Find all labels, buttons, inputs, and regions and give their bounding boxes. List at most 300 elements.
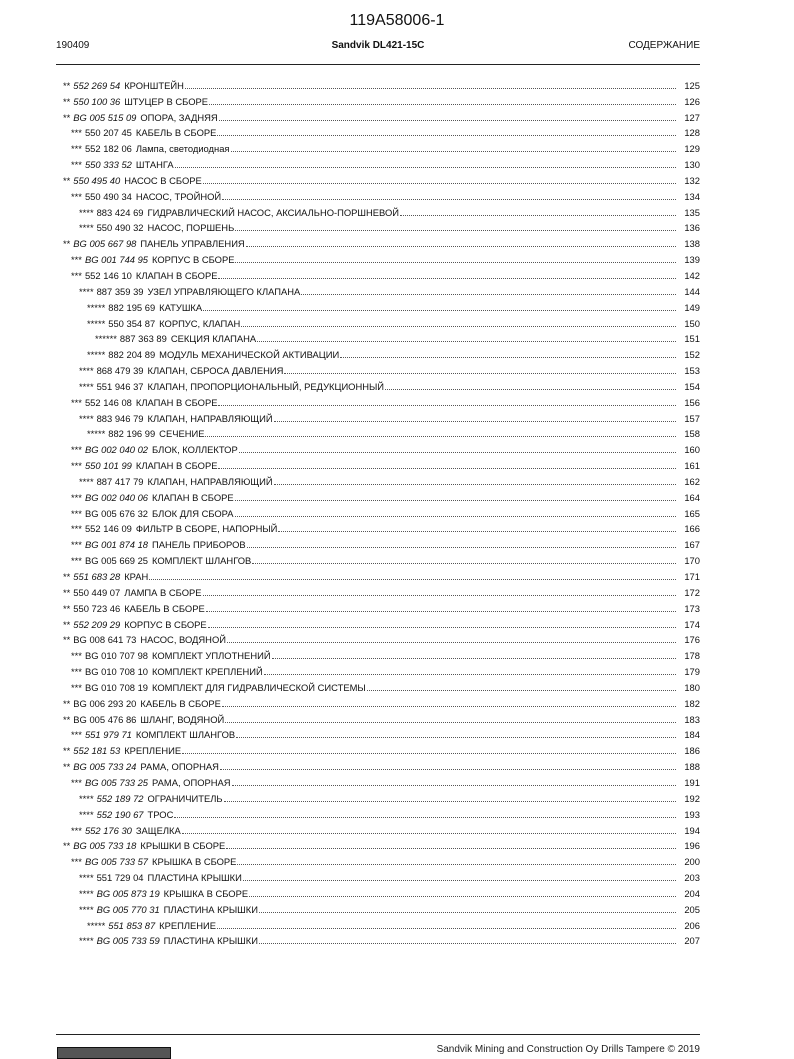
toc-dot-leader [203,310,676,311]
sandvik-logo [57,1047,171,1059]
toc-entry[interactable] [63,788,700,804]
toc-part-number: 552 190 67 [96,808,144,820]
toc-entry[interactable] [63,804,700,820]
section-title: СОДЕРЖАНИЕ [628,40,700,51]
toc-page-number: 203 [684,872,700,884]
toc-part-number: BG 010 708 19 [84,681,149,693]
toc-entry[interactable] [63,439,700,455]
toc-level-marker: **** [79,887,94,899]
toc-part-number: 887 359 39 [96,285,144,297]
toc-page-number: 172 [684,586,700,598]
toc-title: КОМПЛЕКТ ДЛЯ ГИДРАВЛИЧЕСКОЙ СИСТЕМЫ [152,681,366,693]
toc-dot-leader [203,595,676,596]
toc-dot-leader [249,896,676,897]
toc-entry[interactable] [63,915,700,931]
toc-dot-leader [218,468,676,469]
toc-level-marker: **** [79,935,94,947]
toc-title: НАСОС, ТРОЙНОЙ [135,190,222,202]
toc-level-marker: *** [71,396,82,408]
toc-page-number: 191 [684,776,700,788]
toc-entry[interactable] [63,772,700,788]
toc-entry[interactable] [63,661,700,677]
footer-divider [56,1034,700,1035]
toc-dot-leader [284,373,676,374]
toc-page-number: 164 [684,491,700,503]
toc-title: КОМПЛЕКТ КРЕПЛЕНИЙ [152,666,263,678]
toc-dot-leader [278,531,676,532]
toc-level-marker: ** [63,571,71,582]
toc-page-number: 136 [684,222,700,234]
toc-title: УЗЕЛ УПРАВЛЯЮЩЕГО КЛАПАНА [147,285,301,297]
toc-entry[interactable] [63,899,700,915]
toc-entry[interactable] [63,170,700,186]
toc-part-number: 551 946 37 [96,380,144,392]
toc-part-number: 550 723 46 [73,602,121,614]
toc-page-number: 134 [684,190,700,202]
toc-part-number: 887 363 89 [119,333,167,345]
page-header [56,40,700,54]
toc-level-marker: *** [71,269,82,281]
toc-part-number: BG 005 476 86 [73,713,137,725]
toc-dot-leader [225,722,676,723]
toc-level-marker: ***** [87,349,106,361]
toc-entry[interactable] [63,218,700,234]
toc-dot-leader [232,785,676,786]
toc-part-number: 868 479 39 [96,365,144,377]
toc-title: КАТУШКА [159,301,203,313]
toc-page-number: 149 [684,301,700,313]
toc-entry[interactable] [63,883,700,899]
toc-level-marker: **** [79,222,94,234]
toc-level-marker: ** [63,174,71,186]
toc-entry[interactable] [63,138,700,154]
header-divider [56,64,700,65]
toc-level-marker: *** [71,666,82,678]
toc-level-marker: ****** [95,333,117,345]
toc-part-number: BG 001 874 18 [84,539,149,551]
toc-entry[interactable] [63,614,700,630]
toc-entry[interactable] [63,344,700,360]
toc-page-number: 129 [684,143,700,155]
toc-page-number: 166 [684,523,700,535]
toc-level-marker: *** [71,729,82,741]
toc-page-number: 128 [684,127,700,139]
toc-part-number: BG 001 744 95 [84,254,149,266]
toc-dot-leader [385,389,676,390]
toc-page-number: 125 [684,79,700,91]
toc-dot-leader [174,817,676,818]
toc-title: НАСОС, ВОДЯНОЙ [140,634,226,646]
toc-level-marker: *** [71,776,82,788]
toc-part-number: 882 195 69 [108,301,156,313]
toc-level-marker: **** [79,792,94,804]
toc-level-marker: *** [71,444,82,456]
toc-dot-leader [205,436,676,437]
document-number: 119A58006-1 [349,12,445,29]
toc-title: ОПОРА, ЗАДНЯЯ [140,111,218,123]
toc-dot-leader [236,737,676,738]
toc-title: БЛОК, КОЛЛЕКТОР [152,444,238,456]
toc-level-marker: *** [71,143,82,155]
toc-entry[interactable] [63,107,700,123]
toc-entry[interactable] [63,693,700,709]
toc-entry[interactable] [63,455,700,471]
toc-title: КАБЕЛЬ В СБОРЕ [135,127,217,139]
toc-title: ПЛАСТИНА КРЫШКИ [163,935,258,947]
toc-part-number: BG 005 733 59 [96,935,160,947]
toc-entry[interactable] [63,233,700,249]
toc-title: КОМПЛЕКТ ШЛАНГОВ [135,729,236,741]
toc-part-number: 552 189 72 [96,792,144,804]
toc-dot-leader [206,611,676,612]
toc-entry[interactable] [63,487,700,503]
toc-title: ОГРАНИЧИТЕЛЬ [147,792,223,804]
toc-dot-leader [203,183,676,184]
toc-dot-leader [301,294,676,295]
toc-title: ШТАНГА [135,159,174,171]
toc-dot-leader [367,690,676,691]
toc-page-number: 160 [684,444,700,456]
toc-page-number: 171 [684,571,700,582]
toc-entry[interactable] [63,725,700,741]
toc-title: КОМПЛЕКТ УПЛОТНЕНИЙ [152,650,271,662]
toc-part-number: 882 204 89 [108,349,156,361]
toc-entry[interactable] [63,740,700,756]
toc-title: КРЕПЛЕНИЕ [159,919,217,931]
toc-entry[interactable] [63,503,700,519]
toc-part-number: 550 495 40 [73,174,121,186]
toc-part-number: BG 010 708 10 [84,666,149,678]
footer-copyright: Sandvik Mining and Construction Oy Drills Tampere © 2019 [436,1044,700,1055]
toc-entry[interactable] [63,534,700,550]
toc-part-number: 883 946 79 [96,412,144,424]
toc-part-number: 552 146 10 [84,269,132,281]
toc-part-number: BG 005 873 19 [96,887,160,899]
toc-part-number: 552 181 53 [73,745,121,757]
date-code: 190409 [56,40,90,51]
toc-part-number: 550 333 52 [84,159,132,171]
toc-level-marker: ** [63,79,71,91]
toc-entry[interactable] [63,550,700,566]
toc-entry[interactable] [63,313,700,329]
toc-page-number: 186 [684,745,700,757]
toc-title: ГИДРАВЛИЧЕСКИЙ НАСОС, АКСИАЛЬНО-ПОРШНЕВОЙ [147,206,399,218]
toc-page-number: 174 [684,618,700,630]
toc-title: ПЛАСТИНА КРЫШКИ [163,903,258,915]
toc-level-marker: *** [71,824,82,836]
toc-entry[interactable] [63,392,700,408]
toc-part-number: 552 176 30 [84,824,132,836]
toc-dot-leader [217,928,676,929]
toc-part-number: BG 005 733 24 [73,761,137,773]
toc-title: КЛАПАН В СБОРЕ [135,269,218,281]
toc-dot-leader [182,753,676,754]
toc-title: НАСОС, ПОРШЕНЬ [147,222,235,234]
toc-entry[interactable] [63,186,700,202]
toc-page-number: 188 [684,761,700,773]
toc-page-number: 156 [684,396,700,408]
toc-part-number: 550 490 34 [84,190,132,202]
toc-level-marker: **** [79,808,94,820]
toc-dot-leader [235,262,676,263]
toc-page-number: 142 [684,269,700,281]
toc-part-number: BG 002 040 06 [84,491,149,503]
toc-part-number: BG 006 293 20 [73,697,137,709]
toc-entry[interactable] [63,154,700,170]
toc-dot-leader [218,278,676,279]
toc-entry[interactable] [63,329,700,345]
toc-entry[interactable] [63,645,700,661]
toc-part-number: 882 196 99 [108,428,156,440]
toc-entry[interactable] [63,123,700,139]
toc-level-marker: ***** [87,428,106,440]
toc-page-number: 161 [684,460,700,472]
toc-title: КАБЕЛЬ В СБОРЕ [140,697,221,709]
toc-level-marker: ** [63,713,71,725]
toc-title: КЛАПАН В СБОРЕ [152,491,234,503]
toc-part-number: 552 209 29 [73,618,121,630]
toc-title: МОДУЛЬ МЕХАНИЧЕСКОЙ АКТИВАЦИИ [159,349,340,361]
toc-entry[interactable] [63,931,700,947]
toc-entry[interactable] [63,408,700,424]
toc-page-number: 194 [684,824,700,836]
model-title: Sandvik DL421-15C [331,40,425,51]
toc-entry[interactable] [63,820,700,836]
toc-page-number: 132 [684,174,700,186]
toc-title: КЛАПАН, СБРОСА ДАВЛЕНИЯ [147,365,284,377]
toc-level-marker: ***** [87,317,106,329]
toc-dot-leader [220,769,676,770]
toc-title: КРОНШТЕЙН [124,79,184,91]
toc-dot-leader [218,405,676,406]
toc-entry[interactable] [63,249,700,265]
toc-page-number: 179 [684,666,700,678]
toc-title: ЗАЩЕЛКА [135,824,181,836]
toc-dot-leader [175,167,676,168]
toc-level-marker: ***** [87,919,106,931]
toc-level-marker: ** [63,238,71,250]
toc-level-marker: ** [63,697,71,709]
toc-entry[interactable] [63,424,700,440]
toc-title: КОРПУС, КЛАПАН [159,317,241,329]
toc-page-number: 207 [684,935,700,947]
toc-level-marker: ** [63,745,71,757]
toc-part-number: 550 100 36 [73,95,121,107]
toc-level-marker: *** [71,507,82,519]
toc-dot-leader [222,706,676,707]
toc-title: ШЛАНГ, ВОДЯНОЙ [140,713,225,725]
toc-level-marker: ** [63,602,71,614]
toc-entry[interactable] [63,630,700,646]
toc-part-number: 551 683 28 [73,571,121,582]
toc-title: КРЫШКА В СБОРЕ [163,887,249,899]
toc-dot-leader [241,326,676,327]
toc-entry[interactable] [63,598,700,614]
toc-part-number: BG 008 641 73 [73,634,137,646]
toc-title: КЛАПАН В СБОРЕ [135,460,218,472]
toc-page-number: 196 [684,840,700,852]
toc-level-marker: ** [63,761,71,773]
toc-level-marker: **** [79,365,94,377]
toc-level-marker: ** [63,840,71,852]
toc-entry[interactable] [63,202,700,218]
toc-title: КЛАПАН, НАПРАВЛЯЮЩИЙ [147,412,273,424]
toc-level-marker: *** [71,555,82,567]
toc-title: КЛАПАН, ПРОПОРЦИОНАЛЬНЫЙ, РЕДУКЦИОННЫЙ [147,380,385,392]
toc-page-number: 206 [684,919,700,931]
toc-page-number: 173 [684,602,700,614]
toc-dot-leader [252,563,676,564]
toc-entry[interactable] [63,566,700,582]
toc-page-number: 183 [684,713,700,725]
toc-title: КОРПУС В СБОРЕ [152,254,235,266]
toc-level-marker: **** [79,872,94,884]
toc-dot-leader [243,880,676,881]
toc-entry[interactable] [63,582,700,598]
toc-level-marker: *** [71,523,82,535]
toc-entry[interactable] [63,75,700,91]
toc-dot-leader [209,104,676,105]
toc-dot-leader [239,452,676,453]
toc-part-number: BG 005 733 57 [84,856,149,868]
toc-title: КРЫШКИ В СБОРЕ [140,840,226,852]
toc-entry[interactable] [63,360,700,376]
toc-dot-leader [182,833,676,834]
toc-title: ЛАМПА В СБОРЕ [124,586,202,598]
toc-part-number: 552 146 08 [84,396,132,408]
toc-dot-leader [222,199,676,200]
toc-part-number: 551 729 04 [96,872,144,884]
toc-page-number: 139 [684,254,700,266]
toc-title: ШТУЦЕР В СБОРЕ [124,95,209,107]
toc-level-marker: *** [71,539,82,551]
toc-part-number: BG 002 040 02 [84,444,149,456]
toc-dot-leader [217,135,676,136]
toc-part-number: 551 979 71 [84,729,132,741]
toc-dot-leader [219,120,676,121]
toc-page-number: 178 [684,650,700,662]
toc-part-number: 552 182 06 [84,143,132,155]
toc-dot-leader [272,658,676,659]
toc-dot-leader [224,801,676,802]
toc-entry[interactable] [63,471,700,487]
toc-entry[interactable] [63,867,700,883]
toc-dot-leader [259,943,676,944]
toc-dot-leader [235,500,676,501]
toc-entry[interactable] [63,519,700,535]
toc-level-marker: *** [71,190,82,202]
toc-dot-leader [185,88,676,89]
toc-title: КОМПЛЕКТ ШЛАНГОВ [152,555,252,567]
toc-page-number: 192 [684,792,700,804]
toc-entry[interactable] [63,709,700,725]
toc-entry[interactable] [63,756,700,772]
toc-dot-leader [149,579,676,580]
toc-part-number: BG 010 707 98 [84,650,149,662]
toc-page-number: 127 [684,111,700,123]
toc-title: КЛАПАН В СБОРЕ [135,396,218,408]
toc-title: ФИЛЬТР В СБОРЕ, НАПОРНЫЙ [135,523,278,535]
toc-page-number: 176 [684,634,700,646]
toc-entry[interactable] [63,297,700,313]
toc-part-number: 551 853 87 [108,919,156,931]
toc-title: БЛОК ДЛЯ СБОРА [152,507,234,519]
toc-part-number: BG 005 676 32 [84,507,149,519]
toc-level-marker: *** [71,491,82,503]
toc-entry[interactable] [63,281,700,297]
toc-level-marker: *** [71,856,82,868]
toc-entry[interactable] [63,376,700,392]
toc-page-number: 154 [684,380,700,392]
toc-level-marker: **** [79,475,94,487]
toc-dot-leader [340,357,676,358]
toc-part-number: 550 207 45 [84,127,132,139]
toc-part-number: BG 005 669 25 [84,555,149,567]
toc-part-number: 552 146 09 [84,523,132,535]
toc-level-marker: *** [71,681,82,693]
toc-dot-leader [400,215,676,216]
toc-level-marker: **** [79,412,94,424]
toc-title: КЛАПАН, НАПРАВЛЯЮЩИЙ [147,475,273,487]
toc-level-marker: *** [71,159,82,171]
toc-dot-leader [208,627,676,628]
toc-page-number: 153 [684,365,700,377]
toc-entry[interactable] [63,265,700,281]
toc-part-number: 887 417 79 [96,475,144,487]
toc-entry[interactable] [63,836,700,852]
toc-page-number: 130 [684,159,700,171]
toc-page-number: 158 [684,428,700,440]
toc-part-number: BG 005 733 18 [73,840,137,852]
toc-part-number: 550 490 32 [96,222,144,234]
toc-entry[interactable] [63,677,700,693]
toc-page-number: 165 [684,507,700,519]
toc-level-marker: **** [79,206,94,218]
toc-level-marker: ** [63,586,71,598]
toc-title: КРЫШКА В СБОРЕ [152,856,237,868]
toc-part-number: BG 005 667 98 [73,238,137,250]
toc-dot-leader [264,674,676,675]
toc-dot-leader [259,912,676,913]
toc-title: СЕКЦИЯ КЛАПАНА [170,333,257,345]
toc-page-number: 205 [684,903,700,915]
toc-entry[interactable] [63,91,700,107]
toc-part-number: 552 269 54 [73,79,121,91]
toc-title: КАБЕЛЬ В СБОРЕ [124,602,205,614]
toc-page-number: 138 [684,238,700,250]
toc-dot-leader [235,230,676,231]
toc-level-marker: ** [63,618,71,630]
toc-page-number: 126 [684,95,700,107]
toc-page-number: 193 [684,808,700,820]
toc-part-number: BG 005 770 31 [96,903,160,915]
toc-level-marker: ***** [87,301,106,313]
toc-dot-leader [246,246,676,247]
toc-title: РАМА, ОПОРНАЯ [140,761,219,773]
toc-dot-leader [231,151,677,152]
toc-part-number: BG 005 733 25 [84,776,149,788]
toc-page-number: 152 [684,349,700,361]
toc-title: КОРПУС В СБОРЕ [124,618,207,630]
toc-dot-leader [274,421,676,422]
toc-dot-leader [257,341,676,342]
toc-page-number: 204 [684,887,700,899]
toc-title: ПАНЕЛЬ УПРАВЛЕНИЯ [140,238,245,250]
toc-title: ТРОС [147,808,174,820]
toc-title: КРЕПЛЕНИЕ [124,745,182,757]
toc-entry[interactable] [63,851,700,867]
toc-title: РАМА, ОПОРНАЯ [152,776,231,788]
